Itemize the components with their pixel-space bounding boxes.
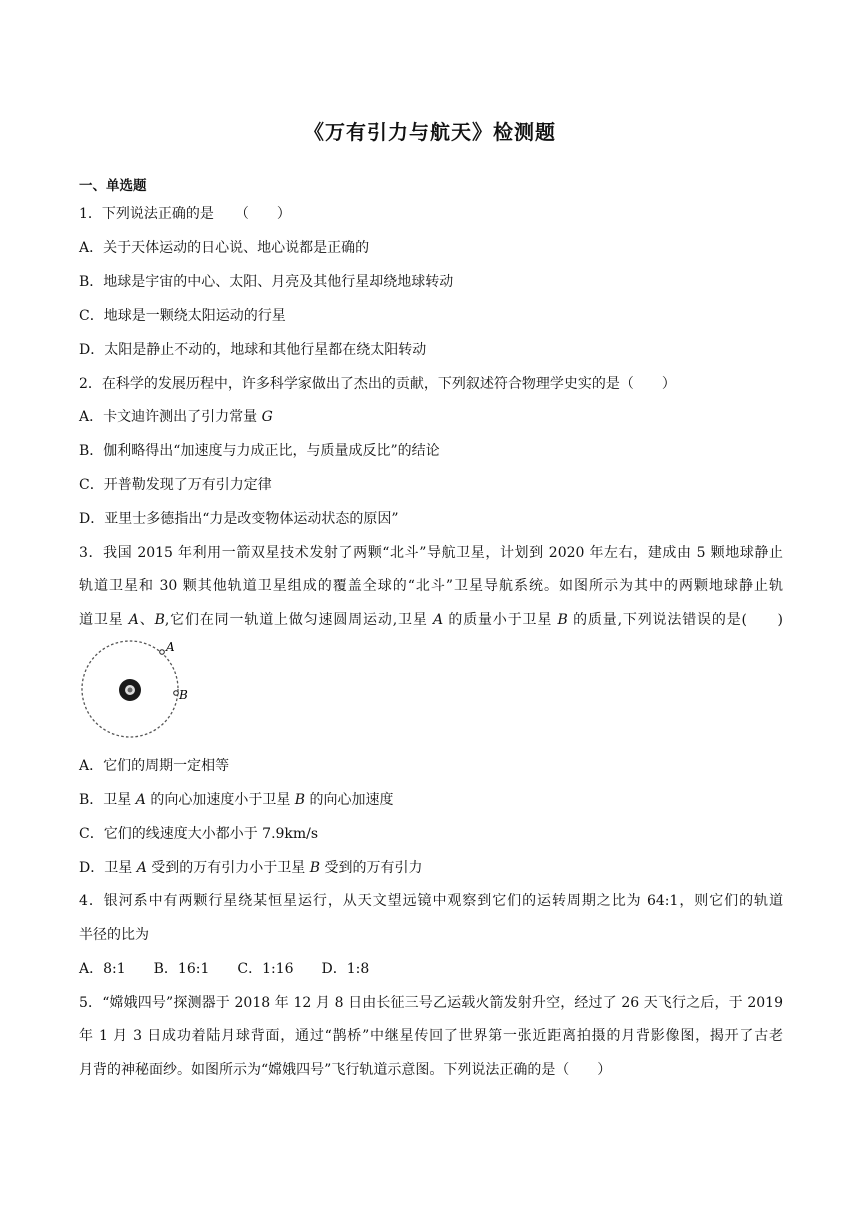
satellite-b-icon [174,691,179,696]
var-g: G [261,409,273,425]
section-heading: 一、单选题 [79,178,147,194]
q3-stem-line3 [79,609,783,629]
orbit-figure [78,637,194,739]
q1-option-c: C．地球是一颗绕太阳运动的行星 [79,308,286,324]
q2-option-a [79,406,273,426]
q3-option-c: C．它们的线速度大小都小于 7.9km/s [79,826,319,842]
q3-line3-part-b: ,它们在同一轨道上做匀速圆周运动,卫星 [164,612,433,628]
earth-center [128,688,133,693]
q3-line3-part-c: 的质量小于卫星 [443,612,558,628]
q3-option-b-part2: 的向心加速度小于卫星 [145,792,295,808]
satellite-a-icon [160,650,165,655]
q3-line3-part-a: 道卫星 [79,612,129,628]
var-b: B [294,792,306,808]
q2-option-c: C．开普勒发现了万有引力定律 [79,477,272,493]
var-b: B [309,860,321,876]
var-b: B [154,612,165,628]
q5-stem-line1: 5．“嫦娥四号”探测器于 2018 年 12 月 8 日由长征三号乙运载火箭发射升空，经过了 26 天飞行之后，于 2019 [79,995,783,1011]
q3-option-d-part1: D．卫星 [79,860,137,876]
q3-option-b-part3: 的向心加速度 [305,792,394,808]
q3-line3-part-d: 的质量,下列说法错误的是( ) [567,612,783,628]
q3-option-b-part1: B．卫星 [79,792,136,808]
q3-option-d-part3: 受到的万有引力 [320,860,423,876]
q3-stem-line2: 轨道卫星和 30 颗其他轨道卫星组成的覆盖全球的“北斗”卫星导航系统。如图所示为其中的两颗地球静止轨 [79,578,783,594]
q2-option-a-text: A．卡文迪许测出了引力常量 [79,409,262,425]
q2-option-b: B．伽利略得出“加速度与力成正比，与质量成反比”的结论 [79,443,440,459]
q3-option-d-part2: 受到的万有引力小于卫星 [146,860,310,876]
q2-option-d: D．亚里士多德指出“力是改变物体运动状态的原因” [79,511,399,527]
var-a: A [128,612,139,628]
q1-option-a: A．关于天体运动的日心说、地心说都是正确的 [79,240,370,256]
satellite-a-label: A [166,640,175,654]
q4-stem-line1: 4．银河系中有两颗行星绕某恒星运行，从天文望远镜中观察到它们的运转周期之比为 64:1，则它们的轨道 [79,893,783,909]
q4-options: A．8:1 B．16:1 C．1:16 D．1:8 [79,961,370,977]
q5-stem-line3: 月背的神秘面纱。如图所示为“嫦娥四号”飞行轨道示意图。下列说法正确的是（ ） [79,1062,612,1078]
q4-stem-line2: 半径的比为 [79,927,149,943]
var-b: B [557,612,568,628]
var-a: A [135,792,146,808]
q3-separator: 、 [138,612,155,628]
q2-stem: 2．在科学的发展历程中，许多科学家做出了杰出的贡献，下列叙述符合物理学史实的是（ ） [79,376,676,392]
q1-option-b: B．地球是宇宙的中心、太阳、月亮及其他行星却绕地球转动 [79,274,454,290]
q3-option-d [79,857,422,877]
var-a: A [136,860,147,876]
q3-stem-line1: 3．我国 2015 年利用一箭双星技术发射了两颗“北斗”导航卫星，计划到 2020 年左右，建成由 5 颗地球静止 [79,545,783,561]
q3-option-b [79,789,394,809]
var-a: A [432,612,444,628]
q1-stem: 1．下列说法正确的是 （ ） [79,206,291,222]
satellite-b-label: B [179,688,188,702]
q3-option-a: A．它们的周期一定相等 [79,758,230,774]
q1-option-d: D．太阳是静止不动的，地球和其他行星都在绕太阳转动 [79,342,427,358]
page-title: 《万有引力与航天》检测题 [304,120,556,144]
q5-stem-line2: 年 1 月 3 日成功着陆月球背面，通过“鹊桥”中继星传回了世界第一张近距离拍摄的月背影像图，揭开了古老 [79,1028,783,1044]
